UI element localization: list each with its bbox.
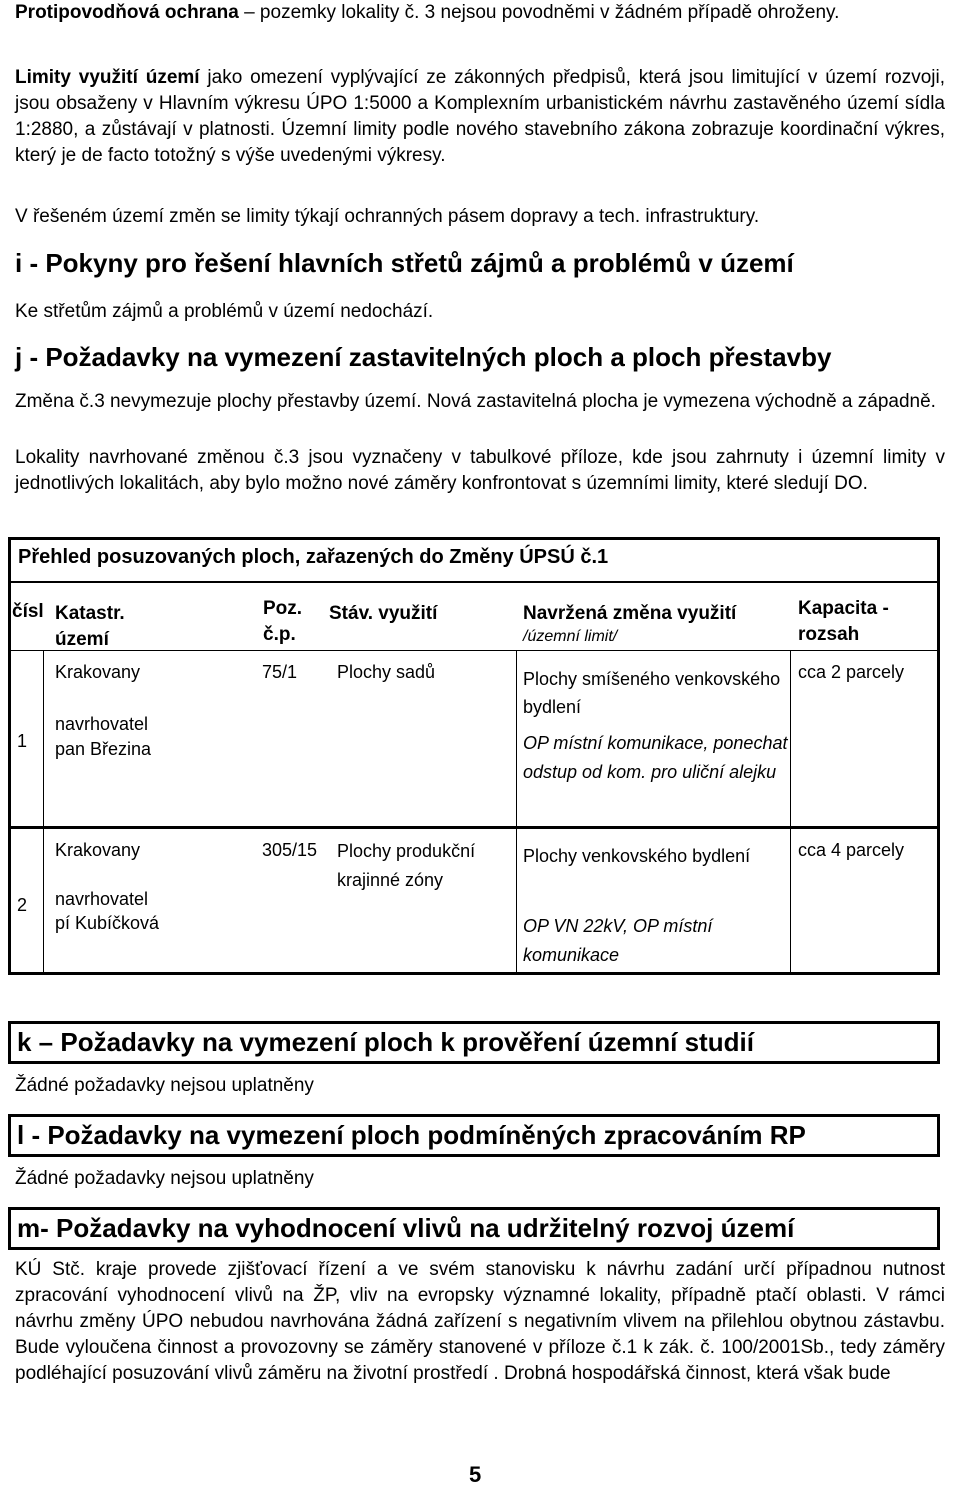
col-divider — [516, 650, 517, 975]
limits-paragraph — [15, 65, 945, 169]
row2-navrhovatel-label: navrhovatel — [55, 889, 149, 909]
row1-navrhovatel: pan Březina — [55, 739, 152, 759]
row2-stav: Plochy produkční krajinné zóny — [337, 841, 476, 890]
row2-navrh: Plochy venkovského bydlení — [523, 846, 751, 866]
table-row-divider — [11, 826, 937, 829]
section-l-text: Žádné požadavky nejsou uplatněny — [15, 1168, 314, 1189]
limits-change-text: V řešeném území změn se limity týkají ochranných pásem dopravy a tech. infrastruktury. — [15, 206, 760, 227]
header-navrh: Navržená změna využití — [523, 603, 737, 624]
section-m-heading: m- Požadavky na vyhodnocení vlivů na udržitelný rozvoj území — [8, 1207, 940, 1250]
row1-limit: OP místní komunikace, ponechat odstup od kom. pro uliční alejku — [523, 733, 788, 782]
header-cislo: čísl — [12, 601, 44, 622]
row1-navrhovatel-label: navrhovatel — [55, 714, 149, 734]
row1-navrh: Plochy smíšeného venkovského bydlení — [523, 669, 781, 717]
row2-cislo: 2 — [17, 895, 28, 915]
page-number: 5 — [469, 1462, 482, 1487]
header-katastr: Katastr. území — [55, 603, 125, 650]
header-poz: Poz. č.p. — [263, 598, 303, 645]
section-i-heading: i - Pokyny pro řešení hlavních střetů zájmů a problémů v území — [15, 248, 794, 278]
section-k-heading: k – Požadavky na vymezení ploch k prověření územní studií — [8, 1021, 940, 1064]
section-l-heading: l - Požadavky na vymezení ploch podmíněných zpracováním RP — [8, 1114, 940, 1157]
section-j-text-1: Změna č.3 nevymezuje plochy přestavby území. Nová zastavitelná plocha je vymezena východně a západně. — [15, 391, 936, 412]
row2-katastr: Krakovany — [55, 840, 141, 860]
row2-poz: 305/15 — [262, 840, 318, 860]
header-kapacita: Kapacita - rozsah — [798, 598, 889, 645]
col-divider — [43, 650, 44, 975]
header-stav: Stáv. využití — [329, 603, 438, 624]
row1-cislo: 1 — [17, 731, 28, 751]
section-m-text: KÚ Stč. kraje provede zjišťovací řízení a ve svém stanovisku k návrhu zadání určí případnou nutnost zpracování vyhodnocení vlivů na ŽP, vliv na evropsky významné lokality, případně ptačí oblasti. V rámci návrhu změny ÚPO nebudou navrhována žádná zařízení s negativním vlivem na přilehlou obytnou zástavbu. Bude vyloučena činnost a provozovny se záměry stanovené v příloze č.1 k zák. č. 100/2001Sb., tedy záměry podléhající posuzování vlivů záměru na životní prostředí . Drobná hospodářská činnost, která však bude — [15, 1259, 945, 1384]
limits-text: jako omezení vyplývající ze zákonných předpisů, která jsou limitující v území rozvoji, jsou obsaženy v Hlavním výkresu ÚPO 1:5000 a Komplexním urbanistickém návrhu zastavěného území sídla 1:2880, a zůstávají v platnosti. Územní limity podle nového stavebního zákona zobrazuje koordinační výkres, který je de facto totožný s výše uvedenými výkresy. — [15, 67, 946, 166]
row1-kapacita: cca 2 parcely — [798, 662, 905, 682]
section-j-text-2: Lokality navrhované změnou č.3 jsou vyznačeny v tabulkové příloze, kde jsou zahrnuty i územní limity v jednotlivých lokalitách, aby bylo možno nové záměry konfrontovat s územními limity, které sledují DO. — [15, 447, 945, 494]
flood-protection-text: – pozemky lokality č. 3 nejsou povodněmi v žádném případě ohroženy. — [238, 2, 840, 23]
row1-poz: 75/1 — [262, 662, 298, 682]
section-k-text: Žádné požadavky nejsou uplatněny — [15, 1075, 314, 1096]
table-title-divider — [11, 581, 937, 583]
limits-label: Limity využití území — [15, 67, 200, 88]
header-navrh-sub: /územní limit/ — [523, 628, 618, 645]
table-title: Přehled posuzovaných ploch, zařazených do Změny ÚPSÚ č.1 — [18, 546, 609, 568]
row1-stav: Plochy sadů — [337, 662, 436, 682]
section-i-text: Ke střetům zájmů a problémů v území nedochází. — [15, 301, 434, 322]
row2-kapacita: cca 4 parcely — [798, 840, 905, 860]
row2-limit: OP VN 22kV, OP místní komunikace — [523, 916, 713, 965]
section-j-heading: j - Požadavky na vymezení zastavitelných ploch a ploch přestavby — [15, 342, 832, 372]
flood-protection-label: Protipovodňová ochrana — [15, 2, 239, 23]
areas-table — [8, 537, 940, 975]
col-divider — [790, 650, 791, 975]
row1-katastr: Krakovany — [55, 662, 141, 682]
flood-protection-paragraph — [15, 0, 945, 26]
row2-navrhovatel: pí Kubíčková — [55, 913, 160, 933]
